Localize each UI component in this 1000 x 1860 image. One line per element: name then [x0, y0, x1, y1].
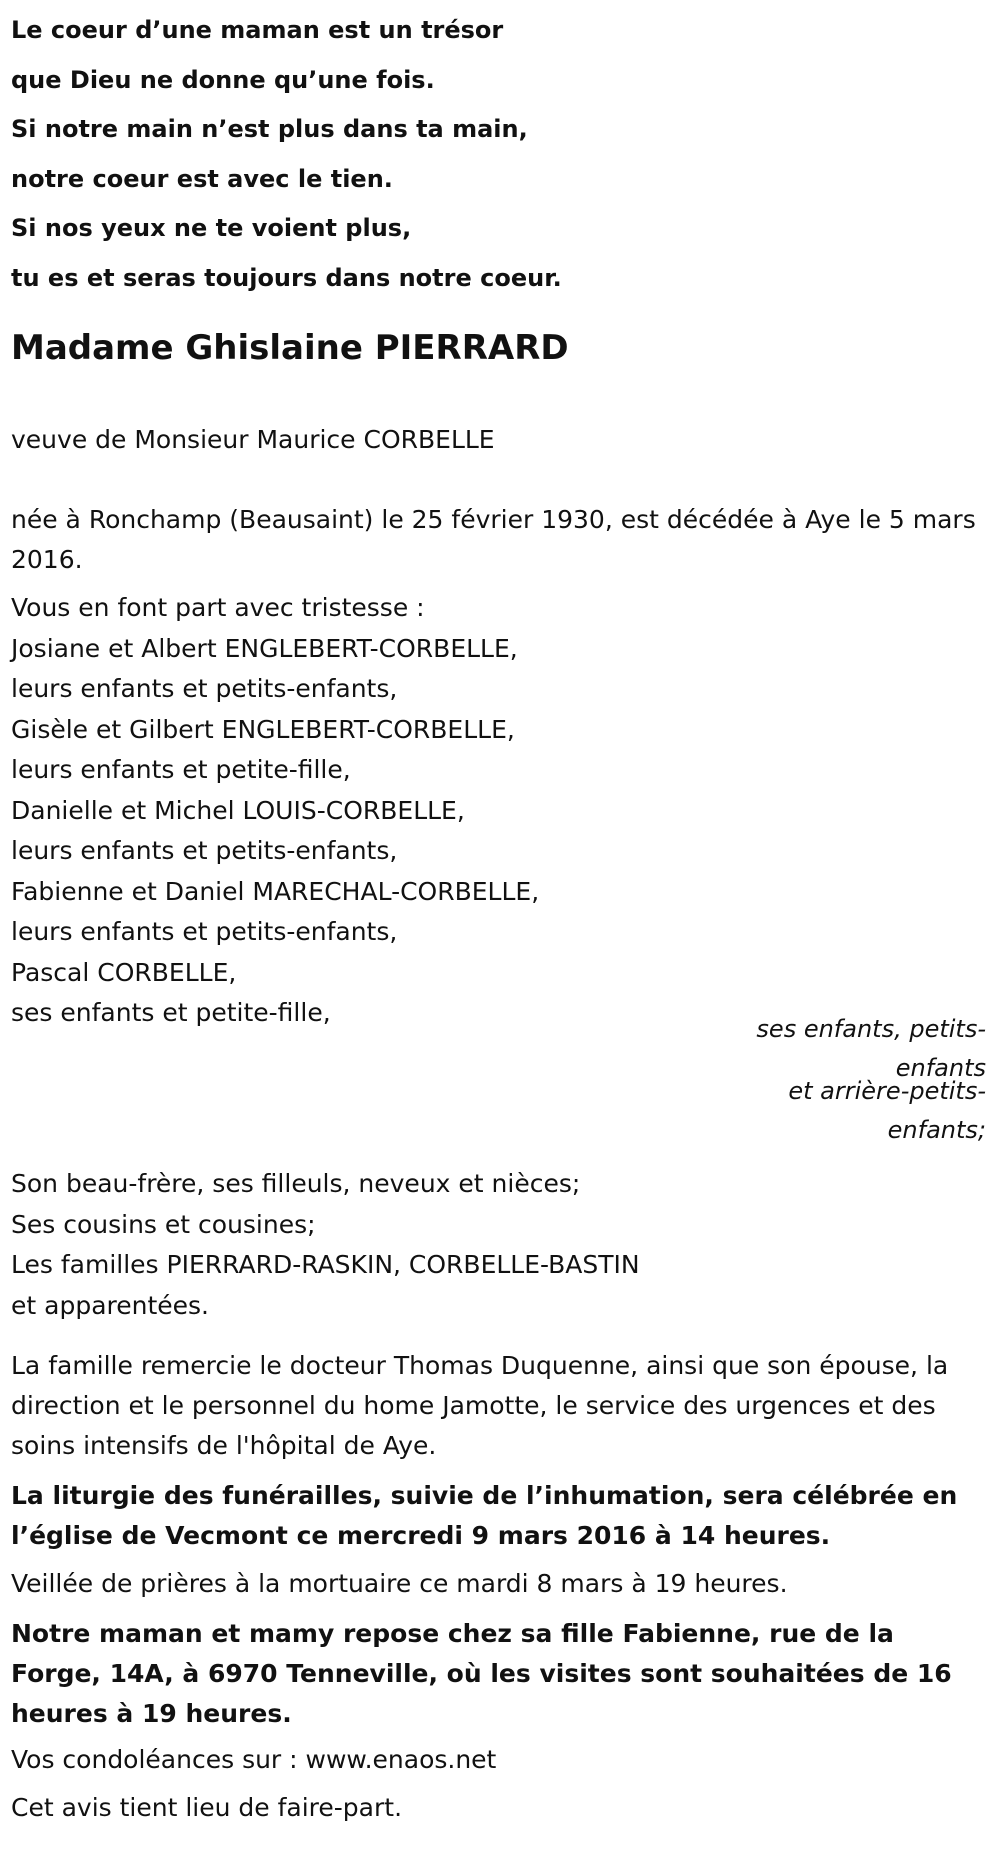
funeral-paragraph: La liturgie des funérailles, suivie de l’inhumation, sera célébrée en l’église de Vecmont ce mercredi 9 mars 2016 à 14 heures.: [11, 1481, 958, 1550]
family-line: ses enfants et petite-fille,: [11, 998, 331, 1027]
poem-line: Si notre main n’est plus dans ta main,: [11, 115, 528, 143]
family-line: Danielle et Michel LOUIS-CORBELLE,: [11, 795, 465, 825]
poem-line: notre coeur est avec le tien.: [11, 164, 393, 193]
vigil-line: Veillée de prières à la mortuaire ce mardi 8 mars à 19 heures.: [11, 1569, 788, 1598]
poem-line: Si nos yeux ne te voient plus,: [11, 214, 412, 242]
extended-line: Les familles PIERRARD-RASKIN, CORBELLE-BASTIN: [11, 1250, 640, 1279]
family-line: Pascal CORBELLE,: [11, 957, 237, 987]
notice-line: Cet avis tient lieu de faire-part.: [11, 1793, 403, 1822]
birth-death: née à Ronchamp (Beausaint) le 25 février 1930, est décédée à Aye le 5 mars 2016.: [11, 505, 976, 574]
widow-of: veuve de Monsieur Maurice CORBELLE: [11, 425, 495, 454]
family-line: Gisèle et Gilbert ENGLEBERT-CORBELLE,: [11, 714, 515, 744]
poem-line: tu es et seras toujours dans notre coeur.: [11, 263, 562, 292]
poem-line: que Dieu ne donne qu’une fois.: [11, 65, 435, 94]
deceased-name: Madame Ghislaine PIERRARD: [11, 328, 569, 368]
extended-family: [11, 1164, 986, 1326]
extended-line: et apparentées.: [11, 1290, 209, 1320]
family-line: Fabienne et Daniel MARECHAL-CORBELLE,: [11, 876, 540, 906]
poem-line: Le coeur d’une maman est un trésor: [11, 16, 504, 44]
extended-line: Ses cousins et cousines;: [11, 1209, 316, 1239]
visits-paragraph: Notre maman et mamy repose chez sa fille Fabienne, rue de la Forge, 14A, à 6970 Tenneville, où les visites sont souhaitées de 16 heures à 19 heures.: [11, 1619, 952, 1728]
family-line: leurs enfants et petits-enfants,: [11, 674, 398, 703]
thanks-paragraph: La famille remercie le docteur Thomas Duquenne, ainsi que son épouse, la direction et le personnel du home Jamotte, le service des urgences et des soins intensifs de l'hôpital de Aye.: [11, 1351, 949, 1460]
family-list: [11, 588, 986, 1034]
family-line: Josiane et Albert ENGLEBERT-CORBELLE,: [11, 633, 518, 663]
family-line: leurs enfants et petits-enfants,: [11, 836, 398, 865]
grandchildren-note-2: et arrière-petits-enfants;: [788, 1077, 986, 1144]
grandchildren-note-1: ses enfants, petits-enfants: [756, 1015, 986, 1082]
extended-line: Son beau-frère, ses filleuls, neveux et nièces;: [11, 1169, 581, 1198]
family-line: leurs enfants et petite-fille,: [11, 755, 351, 784]
family-line: leurs enfants et petits-enfants,: [11, 917, 398, 946]
condolences-line: Vos condoléances sur : www.enaos.net: [11, 1745, 497, 1774]
family-intro: Vous en font part avec tristesse :: [11, 593, 425, 622]
poem: [11, 6, 562, 303]
